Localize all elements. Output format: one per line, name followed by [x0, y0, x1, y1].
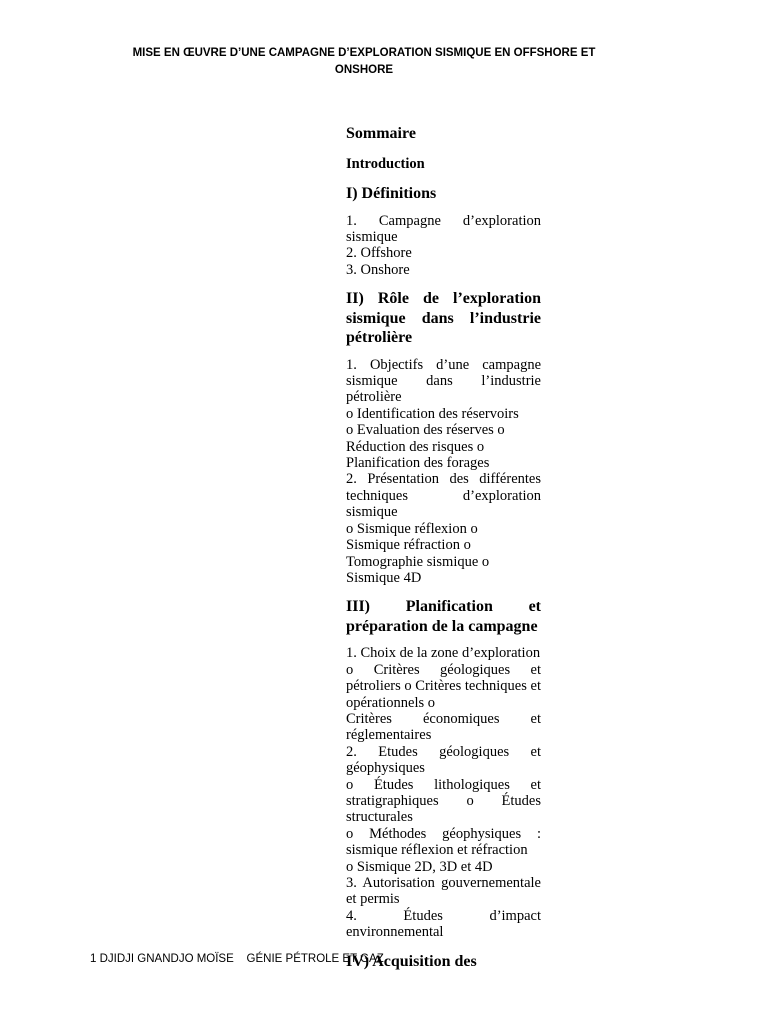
section-3-item: 3. Autorisation gouvernementale et permis [346, 875, 541, 908]
section-3-item: o Méthodes géophysiques : sismique réflexion et réfraction [346, 825, 541, 859]
section-1-title: I) Définitions [346, 185, 437, 202]
section-3-item: Critères économiques et réglementaires [346, 710, 541, 744]
section-2-item: 2. Présentation des différentes techniques d’exploration sismique [346, 471, 541, 521]
section-3-item: 4. Études d’impact environnemental [346, 907, 541, 941]
section-3-item: o Études lithologiques et stratigraphiques o Études structurales [346, 776, 541, 826]
toc-introduction: Introduction [346, 156, 425, 172]
document-title-line-2: ONSHORE [334, 64, 394, 76]
section-2-item: o Identification des réservoirs [346, 405, 519, 422]
section-1-item: 3. Onshore [346, 261, 410, 278]
table-of-contents [346, 124, 541, 980]
section-2-item: o Sismique réflexion o [346, 520, 478, 537]
section-2-item: Sismique réfraction o [346, 537, 471, 554]
spacer [346, 941, 541, 952]
document-title-line-1: MISE EN ŒUVRE D’UNE CAMPAGNE D’EXPLORATION SISMIQUE EN OFFSHORE ET [132, 47, 596, 59]
section-2-item: 1. Objectifs d’une campagne sismique dans l’industrie pétrolière [346, 356, 541, 406]
spacer [346, 586, 541, 597]
section-2-item: o Evaluation des réserves o [346, 422, 505, 439]
spacer [346, 278, 541, 289]
document-header [110, 45, 618, 79]
section-2-item: Planification des forages [346, 455, 490, 472]
section-2-item: Réduction des risques o [346, 438, 485, 455]
section-4-title: IV) Acquisition des [346, 952, 477, 970]
section-2-item: Sismique 4D [346, 569, 422, 586]
section-3-title: III) Planification et préparation de la campagne [346, 598, 541, 635]
toc-heading: Sommaire [346, 125, 416, 142]
page-footer: 1 DJIDJI GNANDJO MOÏSE GÉNIE PÉTROLE ET GAZ [90, 953, 384, 965]
section-3-item: 2. Etudes géologiques et géophysiques [346, 743, 541, 777]
section-2-title: II) Rôle de l’exploration sismique dans l’industrie pétrolière [346, 290, 541, 347]
section-3-item: o Critères géologiques et pétroliers o Critères techniques et opérationnels o [346, 661, 541, 711]
section-1-item: 2. Offshore [346, 245, 412, 262]
section-1-item: 1. Campagne d’exploration sismique [346, 212, 541, 245]
section-3-item: o Sismique 2D, 3D et 4D [346, 858, 493, 875]
section-2-item: Tomographie sismique o [346, 553, 490, 570]
section-3-item: 1. Choix de la zone d’exploration [346, 645, 541, 662]
